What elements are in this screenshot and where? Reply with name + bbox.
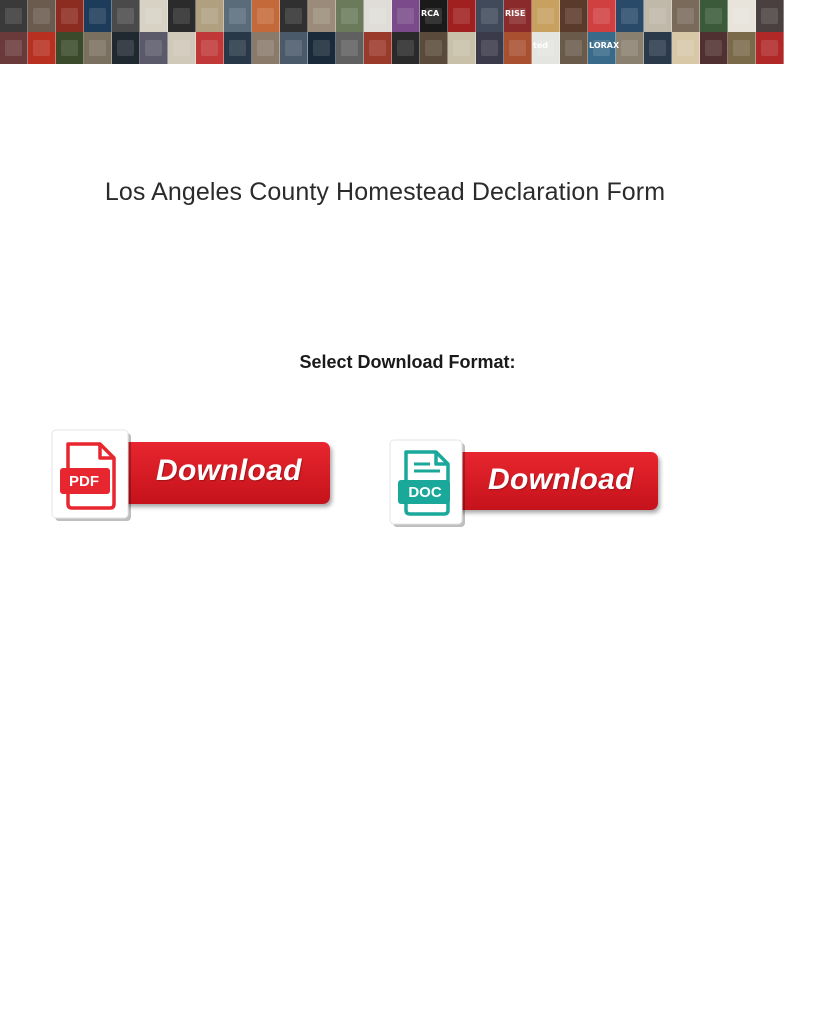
doc-file-icon: [390, 438, 470, 528]
banner-tile: [392, 32, 420, 64]
banner-tile: [728, 0, 756, 32]
banner-tile: [672, 0, 700, 32]
banner-tile: [364, 32, 392, 64]
banner-tile: [560, 0, 588, 32]
banner-tile: [196, 0, 224, 32]
banner-tile: [420, 32, 448, 64]
banner-tile: [0, 32, 28, 64]
banner-tile: [532, 32, 560, 64]
banner-tile: [196, 32, 224, 64]
banner-tile: [280, 0, 308, 32]
banner-tile: [476, 32, 504, 64]
banner-tile: [336, 32, 364, 64]
banner-tile: [28, 0, 56, 32]
banner-tile: [308, 32, 336, 64]
banner-tile: [504, 0, 532, 32]
banner-tile: [336, 0, 364, 32]
banner-tile: [112, 0, 140, 32]
banner-tile: [588, 0, 616, 32]
banner-tile: [644, 32, 672, 64]
banner-tile: [756, 0, 784, 32]
banner-tile: [728, 32, 756, 64]
banner-tile: [476, 0, 504, 32]
banner-tile: [448, 0, 476, 32]
banner-tile-label: LORAX: [589, 41, 620, 50]
banner-tile: [84, 32, 112, 64]
banner-tile: [56, 0, 84, 32]
banner-tile: [448, 32, 476, 64]
banner-tile: [644, 0, 672, 32]
banner-tile: [532, 0, 560, 32]
banner-tile: [672, 32, 700, 64]
banner-tile: [420, 0, 448, 32]
banner-tile: [700, 0, 728, 32]
banner-tile: [280, 32, 308, 64]
banner-tile: [252, 32, 280, 64]
banner-mosaic: [0, 0, 770, 64]
pdf-download-button[interactable]: [52, 428, 334, 524]
banner-tile: [224, 32, 252, 64]
banner-tile: [504, 32, 532, 64]
page-title: Los Angeles County Homestead Declaration Form: [104, 178, 666, 206]
select-format-label: Select Download Format:: [299, 352, 516, 372]
banner-tile: [224, 0, 252, 32]
banner-tile-label: ted: [533, 41, 548, 50]
banner-tile-label: RISE: [505, 9, 526, 18]
banner-tile: [140, 32, 168, 64]
doc-download-label: Download: [488, 463, 634, 496]
pdf-file-tag: PDF: [69, 473, 99, 490]
banner-tile-label: RCA: [421, 9, 440, 18]
banner-tile: [84, 0, 112, 32]
banner-tile: [168, 32, 196, 64]
banner-tile: [252, 0, 280, 32]
banner-tile: [364, 0, 392, 32]
banner-tile: [700, 32, 728, 64]
banner-tile: [588, 32, 620, 64]
banner-row-bottom: [0, 32, 770, 64]
banner-tile: [616, 32, 644, 64]
banner-tile: [0, 0, 28, 32]
doc-file-tag: DOC: [408, 484, 442, 501]
banner-tile: [28, 32, 56, 64]
banner-tile: [756, 32, 784, 64]
banner-tile: [308, 0, 336, 32]
banner-row-top: [0, 0, 770, 32]
banner-tile: [112, 32, 140, 64]
banner-tile: [392, 0, 420, 32]
banner-tile: [560, 32, 588, 64]
banner-tile: [616, 0, 644, 32]
banner-tile: [140, 0, 168, 32]
banner-tile: [56, 32, 84, 64]
doc-download-button[interactable]: [390, 436, 662, 528]
banner-tile: [168, 0, 196, 32]
pdf-download-label: Download: [156, 454, 302, 487]
